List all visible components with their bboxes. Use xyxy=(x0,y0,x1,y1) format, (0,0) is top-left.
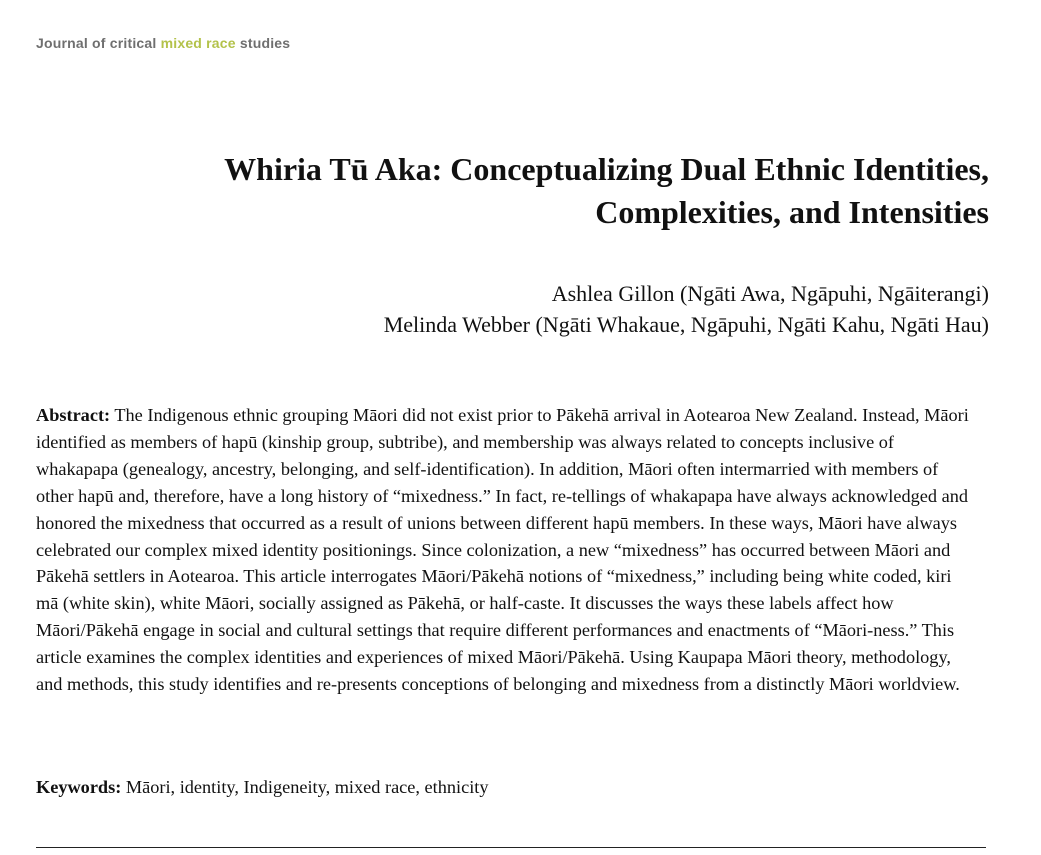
article-title xyxy=(169,148,989,234)
keywords-text: Māori, identity, Indigeneity, mixed race, ethnicity xyxy=(121,777,489,797)
keywords-label: Keywords: xyxy=(36,777,122,797)
keywords xyxy=(36,774,976,801)
author-2: Melinda Webber (Ngāti Whakaue, Ngāpuhi, Ngāti Kahu, Ngāti Hau) xyxy=(383,312,989,337)
author-1: Ashlea Gillon (Ngāti Awa, Ngāpuhi, Ngāiterangi) xyxy=(551,281,989,306)
article-title-line2: Complexities, and Intensities xyxy=(595,194,989,230)
article-title-line1: Whiria Tū Aka: Conceptualizing Dual Ethnic Identities, xyxy=(224,151,989,187)
journal-name-part1: Journal of critical xyxy=(36,35,161,51)
author-list xyxy=(189,278,989,340)
abstract xyxy=(36,402,970,698)
journal-header xyxy=(36,35,290,51)
footer-divider xyxy=(36,847,986,848)
abstract-text: The Indigenous ethnic grouping Māori did not exist prior to Pākehā arrival in Aotearoa New Zealand. Instead, Māori identified as members of hapū (kinship group, subtribe), and membership was always related to concepts inclusive of whakapapa (genealogy, ancestry, belonging, and self-identification). In addition, Māori often intermarried with members of other hapū and, therefore, have a long history of “mixedness.” In fact, re-tellings of whakapapa have always acknowledged and honored the mixedness that occurred as a result of unions between different hapū members. In these ways, Māori have always celebrated our complex mixed identity positionings. Since colonization, a new “mixedness” has occurred between Māori and Pākehā settlers in Aotearoa. This article interrogates Māori/Pākehā notions of “mixedness,” including being white coded, kiri mā (white skin), white Māori, socially assigned as Pākehā, or half-caste. It discusses the ways these labels affect how Māori/Pākehā engage in social and cultural settings that require different performances and enactments of “Māori-ness.” This article examines the complex identities and experiences of mixed Māori/Pākehā. Using Kaupapa Māori theory, methodology, and methods, this study identifies and re-presents conceptions of belonging and mixedness from a distinctly Māori worldview. xyxy=(36,405,969,695)
abstract-label: Abstract: xyxy=(36,405,111,425)
journal-name-part3: studies xyxy=(235,35,291,51)
journal-name-accent: mixed race xyxy=(160,35,236,51)
